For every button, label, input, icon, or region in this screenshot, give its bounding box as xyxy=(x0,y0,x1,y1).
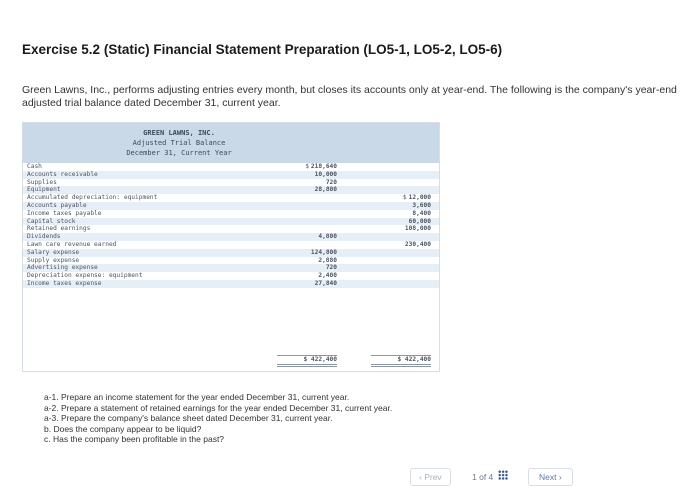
credit-amount: 3,600 xyxy=(412,201,431,209)
table-row xyxy=(23,186,439,194)
debit-amount: 28,800 xyxy=(314,186,337,194)
table-row xyxy=(23,210,439,218)
account-name: Cash xyxy=(27,163,42,170)
account-name: Dividends xyxy=(27,233,61,241)
account-name: Accounts payable xyxy=(27,201,87,209)
intro-text: Green Lawns, Inc., performs adjusting entries every month, but closes its accounts only at year-end. The following is the company's year-end adjusted trial balance dated December 31, current year. xyxy=(22,84,677,109)
account-name: Depreciation expense: equipment xyxy=(27,272,143,280)
credit-amount: 108,000 xyxy=(404,225,431,233)
debit-amount: 4,800 xyxy=(318,233,337,241)
debit-amount xyxy=(277,194,337,202)
table-row xyxy=(23,241,439,249)
pagination xyxy=(410,468,690,486)
company-name: GREEN LAWNS, INC. xyxy=(143,129,215,137)
account-name: Salary expense xyxy=(27,248,80,256)
debit-amount xyxy=(277,210,337,218)
table-row xyxy=(23,225,439,233)
table-row xyxy=(23,194,439,202)
credit-amount xyxy=(371,264,431,272)
table-row xyxy=(23,264,439,272)
prev-label: Prev xyxy=(424,472,442,482)
page-indicator: 1 of 4 xyxy=(472,472,494,482)
account-name: Supply expense xyxy=(27,256,80,264)
credit-amount xyxy=(371,257,431,265)
question-item: a-3. Prepare the company's balance sheet dated December 31, current year. xyxy=(44,413,333,423)
table-row xyxy=(23,218,439,226)
debit-amount: $ 218,640 xyxy=(305,163,337,170)
debit-amount: 2,880 xyxy=(318,256,337,264)
credit-amount xyxy=(371,171,431,179)
account-name: Lawn care revenue earned xyxy=(27,240,117,248)
debit-amount xyxy=(277,202,337,210)
debit-amount: 2,400 xyxy=(318,272,337,280)
account-name: Capital stock xyxy=(27,217,76,225)
grid-icon[interactable] xyxy=(498,470,508,480)
question-item: a-2. Prepare a statement of retained earnings for the year ended December 31, current year. xyxy=(44,402,393,413)
table-row xyxy=(23,171,439,179)
debit-amount xyxy=(277,218,337,226)
account-name: Accounts receivable xyxy=(27,170,98,178)
table-row xyxy=(23,179,439,187)
page-title: Exercise 5.2 (Static) Financial Statement Preparation (LO5-1, LO5-2, LO5-6) xyxy=(22,42,503,57)
trial-balance-header xyxy=(23,123,439,163)
credit-amount xyxy=(371,249,431,257)
prev-button[interactable]: ‹ Prev xyxy=(410,468,451,486)
table-row xyxy=(23,257,439,265)
statement-name: Adjusted Trial Balance xyxy=(132,139,226,147)
total-credit: $ 422,400 xyxy=(371,355,431,367)
credit-amount xyxy=(371,272,431,280)
trial-balance-rows xyxy=(23,163,439,288)
debit-amount: 720 xyxy=(325,178,337,186)
credit-amount: 230,400 xyxy=(404,240,431,248)
debit-amount: 10,000 xyxy=(314,170,337,178)
table-row xyxy=(23,249,439,257)
account-name: Income taxes payable xyxy=(27,209,102,217)
trial-balance-totals xyxy=(23,355,439,365)
next-label: Next xyxy=(539,472,557,482)
credit-amount xyxy=(371,179,431,187)
question-item: a-1. Prepare an income statement for the year ended December 31, current year. xyxy=(44,392,350,402)
table-row xyxy=(23,272,439,280)
chevron-right-icon: › xyxy=(558,472,562,482)
credit-amount xyxy=(371,163,431,171)
credit-amount xyxy=(371,280,431,288)
total-debit: $ 422,400 xyxy=(277,355,337,367)
table-row xyxy=(23,163,439,171)
debit-amount xyxy=(277,225,337,233)
question-list xyxy=(44,392,392,445)
debit-amount: 27,840 xyxy=(314,279,337,287)
account-name: Retained earnings xyxy=(27,225,91,233)
account-name: Equipment xyxy=(27,186,61,194)
debit-amount xyxy=(277,241,337,249)
next-button[interactable] xyxy=(528,468,573,486)
debit-amount: 720 xyxy=(325,264,337,272)
account-name: Advertising expense xyxy=(27,264,98,272)
question-item: b. Does the company appear to be liquid? xyxy=(44,423,202,434)
credit-amount: 8,400 xyxy=(412,209,431,217)
table-row xyxy=(23,280,439,288)
debit-amount: 124,800 xyxy=(310,248,337,256)
account-name: Accumulated depreciation: equipment xyxy=(27,194,158,202)
account-name: Supplies xyxy=(27,178,57,186)
statement-date: December 31, Current Year xyxy=(126,149,232,157)
table-row xyxy=(23,202,439,210)
credit-amount: $ 12,000 xyxy=(402,194,431,202)
credit-amount xyxy=(371,233,431,241)
credit-amount xyxy=(371,186,431,194)
table-row xyxy=(23,233,439,241)
credit-amount: 60,000 xyxy=(408,217,431,225)
trial-balance-table xyxy=(22,122,440,372)
account-name: Income taxes expense xyxy=(27,279,102,287)
question-item: c. Has the company been profitable in the past? xyxy=(44,434,225,444)
